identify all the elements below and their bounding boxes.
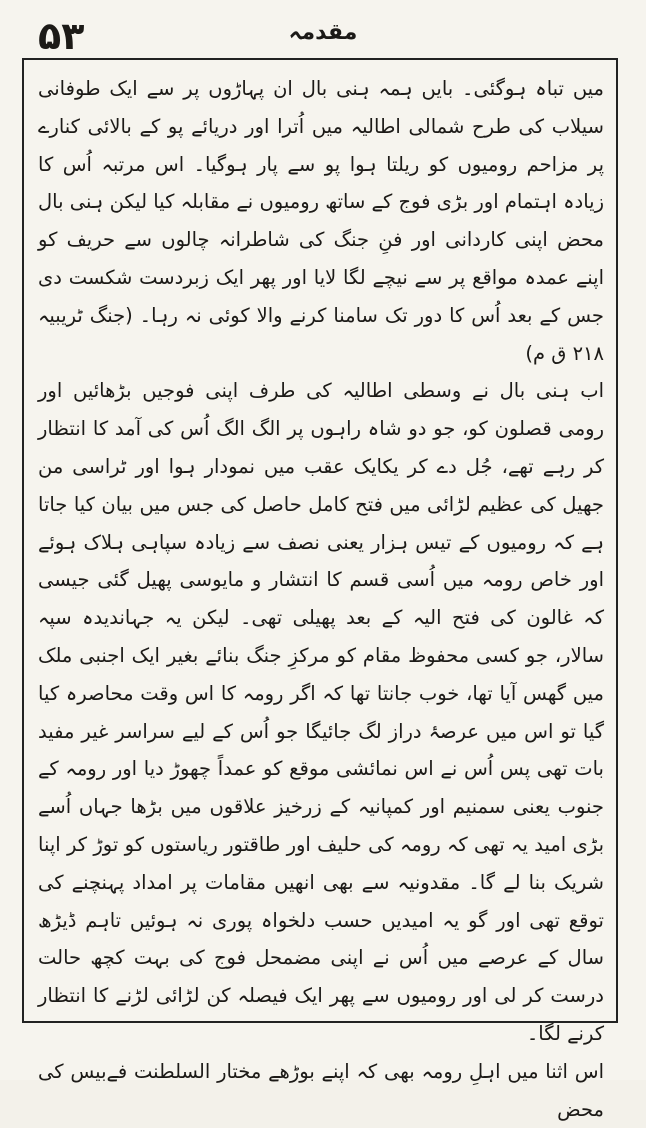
running-head-title: مقدمہ bbox=[288, 20, 358, 45]
page-number: ۵۳ bbox=[38, 14, 85, 58]
paragraph-1: میں تباہ ہوگئی۔ بایں ہمہ ہنی بال ان پہاڑوں پر سے ایک طوفانی سیلاب کی طرح شمالی اطالیہ میں اُترا اور دریائے پو کے بالائی کنارے پر مزاحم رومیوں کو ریلتا ہوا پو سے پار ہوگیا۔ اس مرتبہ اُس کا زیادہ اہتمام اور بڑی فوج کے ساتھ رومیوں نے مقابلہ کیا لیکن ہنی بال محض اپنی کاردانی اور فنِ جنگ کی شاطرانہ چالوں سے حریف کو اپنے عمدہ مواقع پر سے نیچے لگا لایا اور پھر ایک زبردست شکست دی جس کے بعد اُس کا دور تک سامنا کرنے والا کوئی نہ رہا۔ (جنگ ٹریبیہ ۲۱۸ ق م) bbox=[38, 77, 604, 365]
paragraph-3: اس اثنا میں اہلِ رومہ بھی کہ اپنے بوڑھے مختار السلطنت فےبیس کی محض bbox=[38, 1059, 604, 1121]
text-frame bbox=[22, 58, 618, 1121]
paragraph-2: اب ہنی بال نے وسطی اطالیہ کی طرف اپنی فوجیں بڑھائیں اور رومی قصلون کو، جو دو شاہ راہوں پر الگ الگ اُس کی آمد کا انتظار کر رہے تھے، جُل دے کر یکایک عقب میں نمودار ہوا اور ٹراسی من جھیل کی عظیم لڑائی میں فتح کامل حاصل کی جس میں بیان کیا جاتا ہے کہ رومیوں کے تیس ہزار یعنی نصف سے زیادہ سپاہی ہلاک ہوئے اور خاص رومہ میں اُسی قسم کا انتشار و مایوسی پھیل گئی جیسی کہ غالون کی فتح الیہ کے بعد پھیلی تھی۔ لیکن یہ جہاندیدہ سپہ سالار، جو کسی محفوظ مقام کو مرکزِ جنگ بنائے بغیر ایک اجنبی ملک میں گھس آیا تھا، خوب جانتا تھا کہ اگر رومہ کا اس وقت محاصرہ کیا گیا تو اس میں عرصۂ دراز لگ جائیگا جو اُس کے لیے سراسر غیر مفید بات تھی پس اُس نے اس نمائشی موقع کو عمداً چھوڑ دیا اور رومہ کے جنوب یعنی سمنیم اور کمپانیہ کے زرخیز علاقوں میں بڑھا جہاں اُسے بڑی امید یہ تھی کہ رومہ کی حلیف اور طاقتور ریاستوں کو توڑ کر اپنا شریک بنا لے گا۔ مقدونیہ سے بھی انھیں مقامات پر امداد پہنچنے کی توقع تھی اور گو یہ امیدیں حسب دلخواہ پوری نہ ہوئیں تاہم ڈیڑھ سال کے عرصے میں اُس نے اپنی مضمحل فوج کی بہت کچھ حالت درست کر لی اور رومیوں سے پھر ایک فیصلہ کن لڑائی لڑنے کا انتظار کرنے لگا۔ bbox=[38, 379, 604, 1045]
body-text bbox=[38, 70, 604, 1128]
